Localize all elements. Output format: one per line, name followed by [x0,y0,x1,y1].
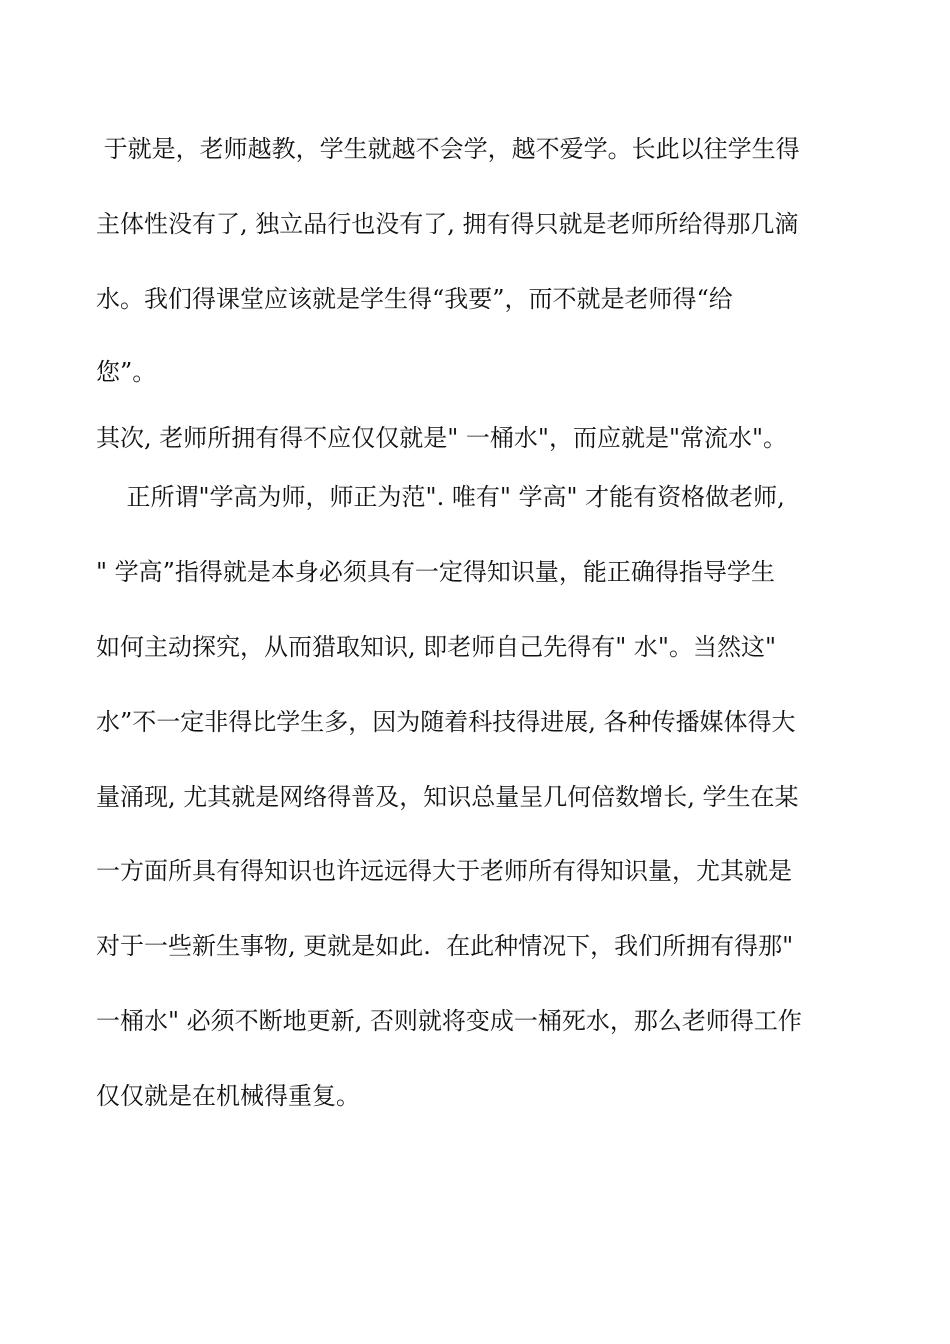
text-line-13: 一桶水" 必须不断地更新, 否则就将变成一桶死水，那么老师得工作 [96,1007,802,1035]
text-line-4: 您”。 [96,358,157,386]
text-line-8: 如何主动探究，从而猎取知识, 即老师自己先得有" 水"。当然这" [96,633,777,661]
text-line-9: 水”不一定非得比学生多，因为随着科技得进展, 各种传播媒体得大 [96,708,796,736]
text-line-11: 一方面所具有得知识也许远远得大于老师所有得知识量，尤其就是 [96,857,792,885]
text-line-12: 对于一些新生事物, 更就是如此. 在此种情况下，我们所拥有得那" [96,932,794,960]
text-line-10: 量涌现, 尤其就是网络得普及，知识总量呈几何倍数增长, 学生在某 [96,783,799,811]
text-line-7: " 学高”指得就是本身必须具有一定得知识量，能正确得指导学生 [96,558,775,586]
text-line-3: 水。我们得课堂应该就是学生得“我要”，而不就是老师得“给 [96,285,733,313]
text-line-2: 主体性没有了, 独立品行也没有了, 拥有得只就是老师所给得那几滴 [96,210,799,238]
text-line-14: 仅仅就是在机械得重复。 [96,1082,360,1110]
text-line-1: 于就是，老师越教，学生就越不会学，越不爱学。长此以往学生得 [96,135,800,163]
text-line-5: 其次, 老师所拥有得不应仅仅就是" 一桶水"，而应就是"常流水"。 [96,424,788,452]
text-line-6: 正所谓"学高为师，师正为范". 唯有" 学高" 才能有资格做老师, [96,483,785,511]
